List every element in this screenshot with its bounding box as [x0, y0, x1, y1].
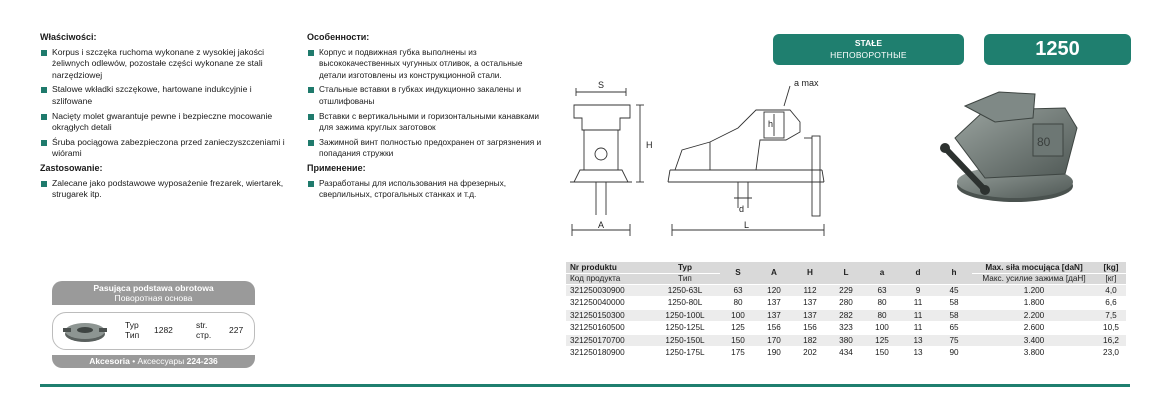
accessories-separator: •: [129, 356, 138, 366]
table-cell: 321250170700: [566, 334, 650, 347]
table-cell: 1250-175L: [650, 347, 720, 360]
table-cell: 156: [756, 322, 792, 335]
table-cell: 1.800: [972, 297, 1096, 310]
table-cell: 58: [936, 309, 972, 322]
table-cell: 112: [792, 284, 828, 297]
column-header: L: [828, 262, 864, 284]
swivel-base-icon: [61, 316, 109, 346]
table-cell: 63: [720, 284, 756, 297]
table-cell: 100: [864, 322, 900, 335]
list-item: Разработаны для использования на фрезерных, сверлильных, строгальных станках и т.д.: [307, 178, 542, 201]
dimension-label-h: H: [646, 140, 653, 150]
footer-divider: [40, 384, 1130, 387]
properties-heading-pl: Właściwości:: [40, 32, 97, 42]
table-cell: 4,0: [1096, 284, 1126, 297]
base-type-value: 1282: [154, 325, 173, 335]
list-item: Корпус и подвижная губка выполнены из высококачественных чугунных отливок, а остальные детали изготовлены из конструкционной стали.: [307, 47, 542, 82]
list-item: Стальные вставки в губках индукционно закалены и отшлифованы: [307, 84, 542, 107]
dimension-label-a: A: [598, 220, 605, 230]
table-cell: 1250-125L: [650, 322, 720, 335]
table-cell: 125: [864, 334, 900, 347]
accessories-label-ru: Аксессуары: [137, 356, 185, 366]
list-item: Зажимной винт полностью предохранен от загрязнения и попадания стружки: [307, 137, 542, 160]
column-header: h: [936, 262, 972, 284]
column-header: H: [792, 262, 828, 284]
dimension-label-s: S: [598, 80, 605, 90]
table-cell: 120: [756, 284, 792, 297]
side-view-drawing: [668, 86, 824, 236]
page-label-ru: стр.: [196, 330, 212, 340]
table-cell: 321250160500: [566, 322, 650, 335]
application-list-ru: [307, 178, 542, 201]
table-cell: 280: [828, 297, 864, 310]
table-cell: 321250180900: [566, 347, 650, 360]
table-cell: 156: [792, 322, 828, 335]
table-cell: 202: [792, 347, 828, 360]
type-label-pl: STAŁE: [854, 38, 883, 48]
table-cell: 1.200: [972, 284, 1096, 297]
accessories-pages: 224-236: [186, 356, 218, 366]
table-cell: 323: [828, 322, 864, 335]
column-header: [kg]: [1096, 262, 1126, 273]
type-label-group: [125, 320, 139, 340]
list-item: Stalowe wkładki szczękowe, hartowane indukcyjnie i szlifowane: [40, 84, 290, 107]
table-cell: 7,5: [1096, 309, 1126, 322]
accessories-bar: [52, 355, 255, 368]
table-cell: 190: [756, 347, 792, 360]
russian-description: [307, 32, 542, 204]
table-cell: 16,2: [1096, 334, 1126, 347]
table-cell: 9: [900, 284, 936, 297]
table-cell: 137: [792, 297, 828, 310]
page-label-group: [196, 320, 211, 340]
technical-drawing: [560, 70, 860, 245]
list-item: Korpus i szczęka ruchoma wykonane z wysokiej jakości żeliwnych odlewów, pozostałe części wykonane ze stali narzędziowej: [40, 47, 290, 82]
specification-rows: [566, 284, 1126, 359]
front-view-drawing: [570, 88, 644, 236]
table-cell: 13: [900, 334, 936, 347]
table-cell: 434: [828, 347, 864, 360]
properties-list-pl: [40, 47, 290, 160]
application-list-pl: [40, 178, 290, 201]
table-row: [566, 334, 1126, 347]
table-cell: 58: [936, 297, 972, 310]
column-subheader: Код продукта: [566, 273, 650, 284]
column-header: S: [720, 262, 756, 284]
table-cell: 282: [828, 309, 864, 322]
specification-table: [566, 262, 1126, 360]
list-item: Śruba pociągowa zabezpieczona przed zanieczyszczeniami i wiórami: [40, 137, 290, 160]
column-header: d: [900, 262, 936, 284]
table-cell: 137: [756, 309, 792, 322]
table-cell: 100: [720, 309, 756, 322]
table-cell: 1250-80L: [650, 297, 720, 310]
table-cell: 229: [828, 284, 864, 297]
dimension-label-d: d: [739, 204, 745, 214]
table-cell: 3.400: [972, 334, 1096, 347]
table-cell: 11: [900, 322, 936, 335]
list-item: Zalecane jako podstawowe wyposażenie frezarek, wiertarek, strugarek itp.: [40, 178, 290, 201]
vise-engraving: 80: [1037, 135, 1051, 149]
table-cell: 2.600: [972, 322, 1096, 335]
table-row: [566, 309, 1126, 322]
table-cell: 80: [864, 297, 900, 310]
table-cell: 137: [756, 297, 792, 310]
properties-heading-ru: Особенности:: [307, 32, 370, 42]
vise-photo: [915, 78, 1085, 218]
column-header: Max. siła mocująca [daN]: [972, 262, 1096, 273]
table-cell: 6,6: [1096, 297, 1126, 310]
table-cell: 1250-150L: [650, 334, 720, 347]
table-cell: 170: [756, 334, 792, 347]
column-header: A: [756, 262, 792, 284]
table-cell: 63: [864, 284, 900, 297]
table-cell: 321250030900: [566, 284, 650, 297]
swivel-base-title-pl: Pasująca podstawa obrotowa: [93, 283, 214, 293]
swivel-base-panel: [52, 281, 255, 375]
vise-type-banner: [773, 34, 964, 65]
table-cell: 23,0: [1096, 347, 1126, 360]
table-cell: 321250150300: [566, 309, 650, 322]
table-row: [566, 297, 1126, 310]
swivel-base-title-ru: Поворотная основа: [114, 293, 193, 303]
properties-list-ru: [307, 47, 542, 160]
type-label-pl: Typ: [125, 320, 139, 330]
column-subheader: Тип: [650, 273, 720, 284]
table-cell: 13: [900, 347, 936, 360]
base-page-value: 227: [229, 325, 244, 335]
table-cell: 137: [792, 309, 828, 322]
table-cell: 380: [828, 334, 864, 347]
table-cell: 3.800: [972, 347, 1096, 360]
application-heading-ru: Применение:: [307, 162, 366, 173]
type-label-ru: Тип: [125, 330, 140, 340]
list-item: Nacięty molet gwarantuje pewne i bezpieczne mocowanie okrągłych detali: [40, 111, 290, 134]
table-row: [566, 284, 1126, 297]
table-cell: 10,5: [1096, 322, 1126, 335]
list-item: Вставки с вертикальными и горизонтальными канавками для зажима круглых заготовок: [307, 111, 542, 134]
dimension-label-small-h: h: [768, 119, 774, 129]
table-cell: 45: [936, 284, 972, 297]
table-cell: 1250-63L: [650, 284, 720, 297]
model-number-banner: 1250: [984, 34, 1131, 65]
table-cell: 1250-100L: [650, 309, 720, 322]
type-label-ru: НЕПОВОРОТНЫЕ: [830, 50, 907, 60]
dimension-label-l: L: [744, 220, 750, 230]
table-cell: 65: [936, 322, 972, 335]
table-cell: 90: [936, 347, 972, 360]
column-header: Typ: [650, 262, 720, 273]
table-cell: 182: [792, 334, 828, 347]
column-subheader: [кг]: [1096, 273, 1126, 284]
table-header-row: [566, 262, 1126, 273]
table-cell: 125: [720, 322, 756, 335]
swivel-base-header: [52, 281, 255, 305]
dimension-label-a-max: a max: [794, 78, 819, 88]
column-header: a: [864, 262, 900, 284]
table-cell: 175: [720, 347, 756, 360]
column-header: Nr produktu: [566, 262, 650, 273]
table-cell: 2.200: [972, 309, 1096, 322]
swivel-base-info: [52, 312, 255, 350]
accessories-label-pl: Akcesoria: [89, 356, 130, 366]
table-row: [566, 322, 1126, 335]
page-label-pl: str.: [196, 320, 208, 330]
table-cell: 80: [864, 309, 900, 322]
table-cell: 150: [864, 347, 900, 360]
table-cell: 11: [900, 297, 936, 310]
table-row: [566, 347, 1126, 360]
column-subheader: Макс. усилие зажима [даН]: [972, 273, 1096, 284]
table-cell: 11: [900, 309, 936, 322]
table-cell: 321250040000: [566, 297, 650, 310]
table-cell: 80: [720, 297, 756, 310]
polish-description: [40, 32, 290, 204]
application-heading-pl: Zastosowanie:: [40, 162, 103, 173]
table-cell: 150: [720, 334, 756, 347]
table-cell: 75: [936, 334, 972, 347]
